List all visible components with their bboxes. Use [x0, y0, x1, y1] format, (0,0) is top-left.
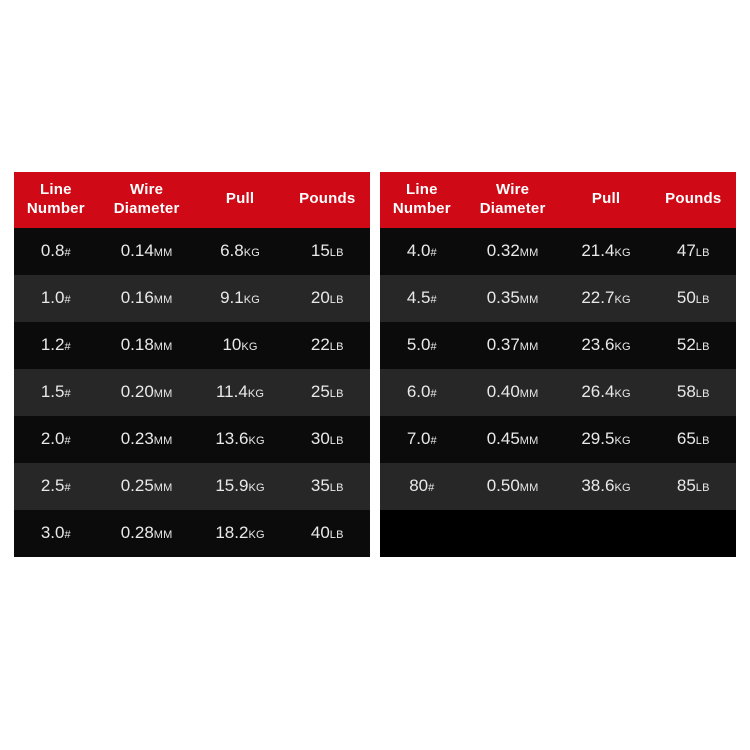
- right-spec-table: [380, 172, 736, 557]
- cell-wire-diameter: [98, 416, 196, 463]
- table-row: [380, 228, 736, 275]
- cell-empty: [464, 510, 562, 557]
- cell-pounds: [285, 463, 370, 510]
- table-row: [14, 228, 370, 275]
- cell-empty: [562, 510, 651, 557]
- table-row: [14, 275, 370, 322]
- cell-line-number-unit: #: [430, 294, 437, 306]
- cell-pull: [196, 322, 285, 369]
- header-wire-diameter: [464, 172, 562, 228]
- cell-wire-diameter: [98, 510, 196, 557]
- cell-line-number-unit: #: [430, 247, 437, 259]
- right-table-body: [380, 228, 736, 557]
- cell-pull-unit: KG: [248, 482, 265, 494]
- header-row: [14, 172, 370, 228]
- cell-line-number: [14, 369, 98, 416]
- cell-wire-diameter: [464, 275, 562, 322]
- cell-pounds-unit: LB: [329, 482, 344, 494]
- cell-wire-diameter-value: 0.45: [486, 429, 520, 448]
- cell-line-number: [14, 275, 98, 322]
- cell-pounds: [285, 369, 370, 416]
- cell-wire-diameter-unit: MM: [153, 529, 173, 541]
- cell-pounds-unit: LB: [695, 435, 710, 447]
- cell-wire-diameter-value: 0.25: [120, 476, 154, 495]
- cell-pull-unit: KG: [614, 341, 631, 353]
- cell-line-number-unit: #: [430, 435, 437, 447]
- cell-pounds-unit: LB: [329, 435, 344, 447]
- cell-wire-diameter-unit: MM: [153, 435, 173, 447]
- cell-pull-unit: KG: [248, 529, 265, 541]
- cell-line-number-unit: #: [64, 247, 71, 259]
- cell-pull: [562, 275, 651, 322]
- cell-wire-diameter-value: 0.35: [486, 288, 520, 307]
- cell-wire-diameter-unit: MM: [519, 247, 539, 259]
- cell-line-number: [380, 463, 464, 510]
- cell-wire-diameter-unit: MM: [153, 482, 173, 494]
- header-wire-diameter-l1: Wire: [496, 181, 530, 198]
- cell-line-number-value: 7.0: [406, 429, 431, 448]
- table-row: [14, 463, 370, 510]
- cell-line-number: [380, 416, 464, 463]
- cell-pounds: [285, 275, 370, 322]
- cell-pull: [196, 228, 285, 275]
- cell-pounds-value: 35: [310, 476, 330, 495]
- cell-pounds-value: 25: [310, 382, 330, 401]
- cell-wire-diameter: [98, 369, 196, 416]
- cell-line-number-value: 2.5: [40, 476, 65, 495]
- cell-wire-diameter-value: 0.37: [486, 335, 520, 354]
- cell-line-number-unit: #: [64, 482, 71, 494]
- cell-pounds-unit: LB: [329, 247, 344, 259]
- cell-line-number-value: 3.0: [40, 523, 65, 542]
- cell-wire-diameter-value: 0.50: [486, 476, 520, 495]
- cell-wire-diameter-unit: MM: [153, 341, 173, 353]
- cell-line-number-value: 4.0: [406, 241, 431, 260]
- cell-pounds: [651, 228, 736, 275]
- cell-pull-unit: KG: [243, 247, 261, 259]
- cell-pull-value: 38.6: [581, 476, 615, 495]
- header-wire-diameter-l2: Diameter: [113, 199, 180, 217]
- cell-pounds-value: 22: [310, 335, 330, 354]
- cell-pull-value: 13.6: [215, 429, 249, 448]
- right-table-header: [380, 172, 736, 228]
- header-wire-diameter-l1: Wire: [130, 181, 164, 198]
- cell-wire-diameter-value: 0.16: [120, 288, 154, 307]
- header-pull: Pull: [562, 172, 651, 228]
- cell-pull: [196, 510, 285, 557]
- cell-pull: [196, 463, 285, 510]
- cell-pounds-unit: LB: [695, 294, 710, 306]
- table-row: [14, 510, 370, 557]
- cell-pull-unit: KG: [241, 341, 258, 353]
- cell-wire-diameter-unit: MM: [519, 294, 539, 306]
- cell-pull-value: 6.8: [220, 241, 244, 260]
- cell-pull: [196, 275, 285, 322]
- cell-line-number-unit: #: [64, 294, 71, 306]
- header-line-number: [380, 172, 464, 228]
- cell-wire-diameter: [464, 228, 562, 275]
- cell-pounds: [651, 369, 736, 416]
- cell-line-number-unit: #: [64, 388, 71, 400]
- cell-pounds-value: 30: [310, 429, 330, 448]
- cell-wire-diameter-unit: MM: [153, 247, 173, 259]
- table-row: [380, 369, 736, 416]
- cell-wire-diameter-value: 0.23: [120, 429, 154, 448]
- cell-line-number-value: 1.5: [40, 382, 65, 401]
- cell-line-number-value: 2.0: [40, 429, 65, 448]
- cell-wire-diameter-value: 0.28: [120, 523, 154, 542]
- cell-pounds: [285, 416, 370, 463]
- cell-pounds: [651, 416, 736, 463]
- cell-line-number: [380, 369, 464, 416]
- cell-wire-diameter-value: 0.20: [120, 382, 154, 401]
- cell-pull: [562, 416, 651, 463]
- cell-line-number: [14, 463, 98, 510]
- cell-line-number-value: 6.0: [406, 382, 431, 401]
- cell-pull-value: 18.2: [215, 523, 249, 542]
- cell-pounds-value: 47: [676, 241, 696, 260]
- cell-pull: [196, 416, 285, 463]
- cell-wire-diameter: [98, 228, 196, 275]
- cell-pounds: [285, 322, 370, 369]
- cell-pull-unit: KG: [247, 388, 265, 400]
- cell-wire-diameter: [464, 463, 562, 510]
- cell-pull-unit: KG: [614, 435, 631, 447]
- cell-wire-diameter: [464, 322, 562, 369]
- cell-wire-diameter-unit: MM: [153, 294, 173, 306]
- cell-pounds: [651, 322, 736, 369]
- cell-line-number: [380, 322, 464, 369]
- cell-wire-diameter: [98, 322, 196, 369]
- cell-pounds-unit: LB: [695, 341, 710, 353]
- cell-pull-unit: KG: [614, 482, 631, 494]
- cell-pounds-value: 65: [676, 429, 696, 448]
- cell-pull: [562, 369, 651, 416]
- cell-wire-diameter: [464, 416, 562, 463]
- cell-pull-value: 21.4: [581, 241, 615, 260]
- cell-pounds-value: 50: [676, 288, 696, 307]
- cell-pounds: [285, 228, 370, 275]
- cell-pounds-unit: LB: [329, 529, 344, 541]
- cell-wire-diameter: [98, 463, 196, 510]
- cell-pounds-unit: LB: [329, 294, 344, 306]
- header-line-number-l1: Line: [406, 181, 438, 198]
- cell-pounds: [651, 463, 736, 510]
- header-pull: Pull: [196, 172, 285, 228]
- cell-wire-diameter-unit: MM: [519, 435, 539, 447]
- cell-line-number: [14, 416, 98, 463]
- table-row: [14, 369, 370, 416]
- header-line-number-l2: Number: [26, 199, 85, 217]
- header-row: [380, 172, 736, 228]
- cell-pounds-value: 40: [310, 523, 330, 542]
- cell-line-number-unit: #: [430, 388, 437, 400]
- table-row: [14, 416, 370, 463]
- cell-wire-diameter-unit: MM: [519, 341, 539, 353]
- table-row: [380, 275, 736, 322]
- tables-container: [14, 172, 736, 557]
- cell-wire-diameter-value: 0.40: [486, 382, 520, 401]
- cell-pull: [196, 369, 285, 416]
- cell-line-number-value: 80: [409, 476, 429, 495]
- cell-wire-diameter: [464, 369, 562, 416]
- cell-pull-value: 15.9: [215, 476, 249, 495]
- cell-pounds-unit: LB: [695, 482, 710, 494]
- header-wire-diameter: [98, 172, 196, 228]
- cell-pounds-value: 58: [676, 382, 696, 401]
- cell-line-number-value: 1.2: [40, 335, 65, 354]
- cell-line-number-unit: #: [64, 341, 71, 353]
- cell-pull: [562, 463, 651, 510]
- cell-line-number-unit: #: [64, 529, 71, 541]
- header-line-number-l1: Line: [40, 181, 72, 198]
- cell-line-number-value: 0.8: [40, 241, 65, 260]
- cell-pounds: [651, 275, 736, 322]
- cell-empty: [651, 510, 736, 557]
- cell-pounds-value: 52: [676, 335, 696, 354]
- header-pounds: Pounds: [285, 172, 370, 228]
- cell-pull-unit: KG: [243, 294, 261, 306]
- table-row: [380, 322, 736, 369]
- cell-pounds-unit: LB: [329, 341, 344, 353]
- cell-line-number-unit: #: [64, 435, 71, 447]
- header-pounds: Pounds: [651, 172, 736, 228]
- cell-line-number: [380, 228, 464, 275]
- cell-pull-unit: KG: [614, 247, 631, 259]
- left-spec-table: [14, 172, 370, 557]
- cell-pull-value: 29.5: [581, 429, 615, 448]
- cell-line-number: [14, 228, 98, 275]
- header-line-number-l2: Number: [392, 199, 451, 217]
- cell-pounds: [285, 510, 370, 557]
- cell-line-number-unit: #: [428, 482, 435, 494]
- cell-pounds-unit: LB: [329, 388, 344, 400]
- cell-wire-diameter-value: 0.18: [120, 335, 154, 354]
- cell-line-number-value: 5.0: [406, 335, 431, 354]
- left-table-body: [14, 228, 370, 557]
- cell-pounds-value: 85: [676, 476, 696, 495]
- cell-pull: [562, 228, 651, 275]
- cell-wire-diameter-unit: MM: [153, 388, 173, 400]
- cell-wire-diameter-unit: MM: [519, 482, 539, 494]
- cell-pull-value: 11.4: [215, 382, 248, 401]
- cell-pull-value: 26.4: [581, 382, 615, 401]
- table-row-empty: [380, 510, 736, 557]
- cell-line-number: [14, 510, 98, 557]
- cell-pull-value: 23.6: [581, 335, 615, 354]
- table-row: [380, 416, 736, 463]
- cell-pull-unit: KG: [248, 435, 265, 447]
- cell-pounds-unit: LB: [695, 388, 710, 400]
- table-row: [14, 322, 370, 369]
- cell-line-number: [14, 322, 98, 369]
- cell-wire-diameter-value: 0.32: [486, 241, 520, 260]
- cell-empty: [380, 510, 464, 557]
- cell-line-number-value: 1.0: [40, 288, 65, 307]
- cell-wire-diameter-unit: MM: [519, 388, 539, 400]
- cell-pull-value: 9.1: [220, 288, 244, 307]
- cell-pounds-unit: LB: [695, 247, 710, 259]
- cell-pull-value: 22.7: [581, 288, 615, 307]
- cell-wire-diameter-value: 0.14: [120, 241, 154, 260]
- header-wire-diameter-l2: Diameter: [479, 199, 546, 217]
- cell-line-number-value: 4.5: [406, 288, 431, 307]
- cell-wire-diameter: [98, 275, 196, 322]
- cell-pull-unit: KG: [614, 388, 631, 400]
- cell-pull-value: 10: [222, 335, 242, 354]
- table-row: [380, 463, 736, 510]
- cell-pull: [562, 322, 651, 369]
- left-table-header: [14, 172, 370, 228]
- cell-pounds-value: 20: [310, 288, 330, 307]
- cell-line-number-unit: #: [430, 341, 437, 353]
- cell-line-number: [380, 275, 464, 322]
- cell-pounds-value: 15: [310, 241, 330, 260]
- header-line-number: [14, 172, 98, 228]
- cell-pull-unit: KG: [614, 294, 631, 306]
